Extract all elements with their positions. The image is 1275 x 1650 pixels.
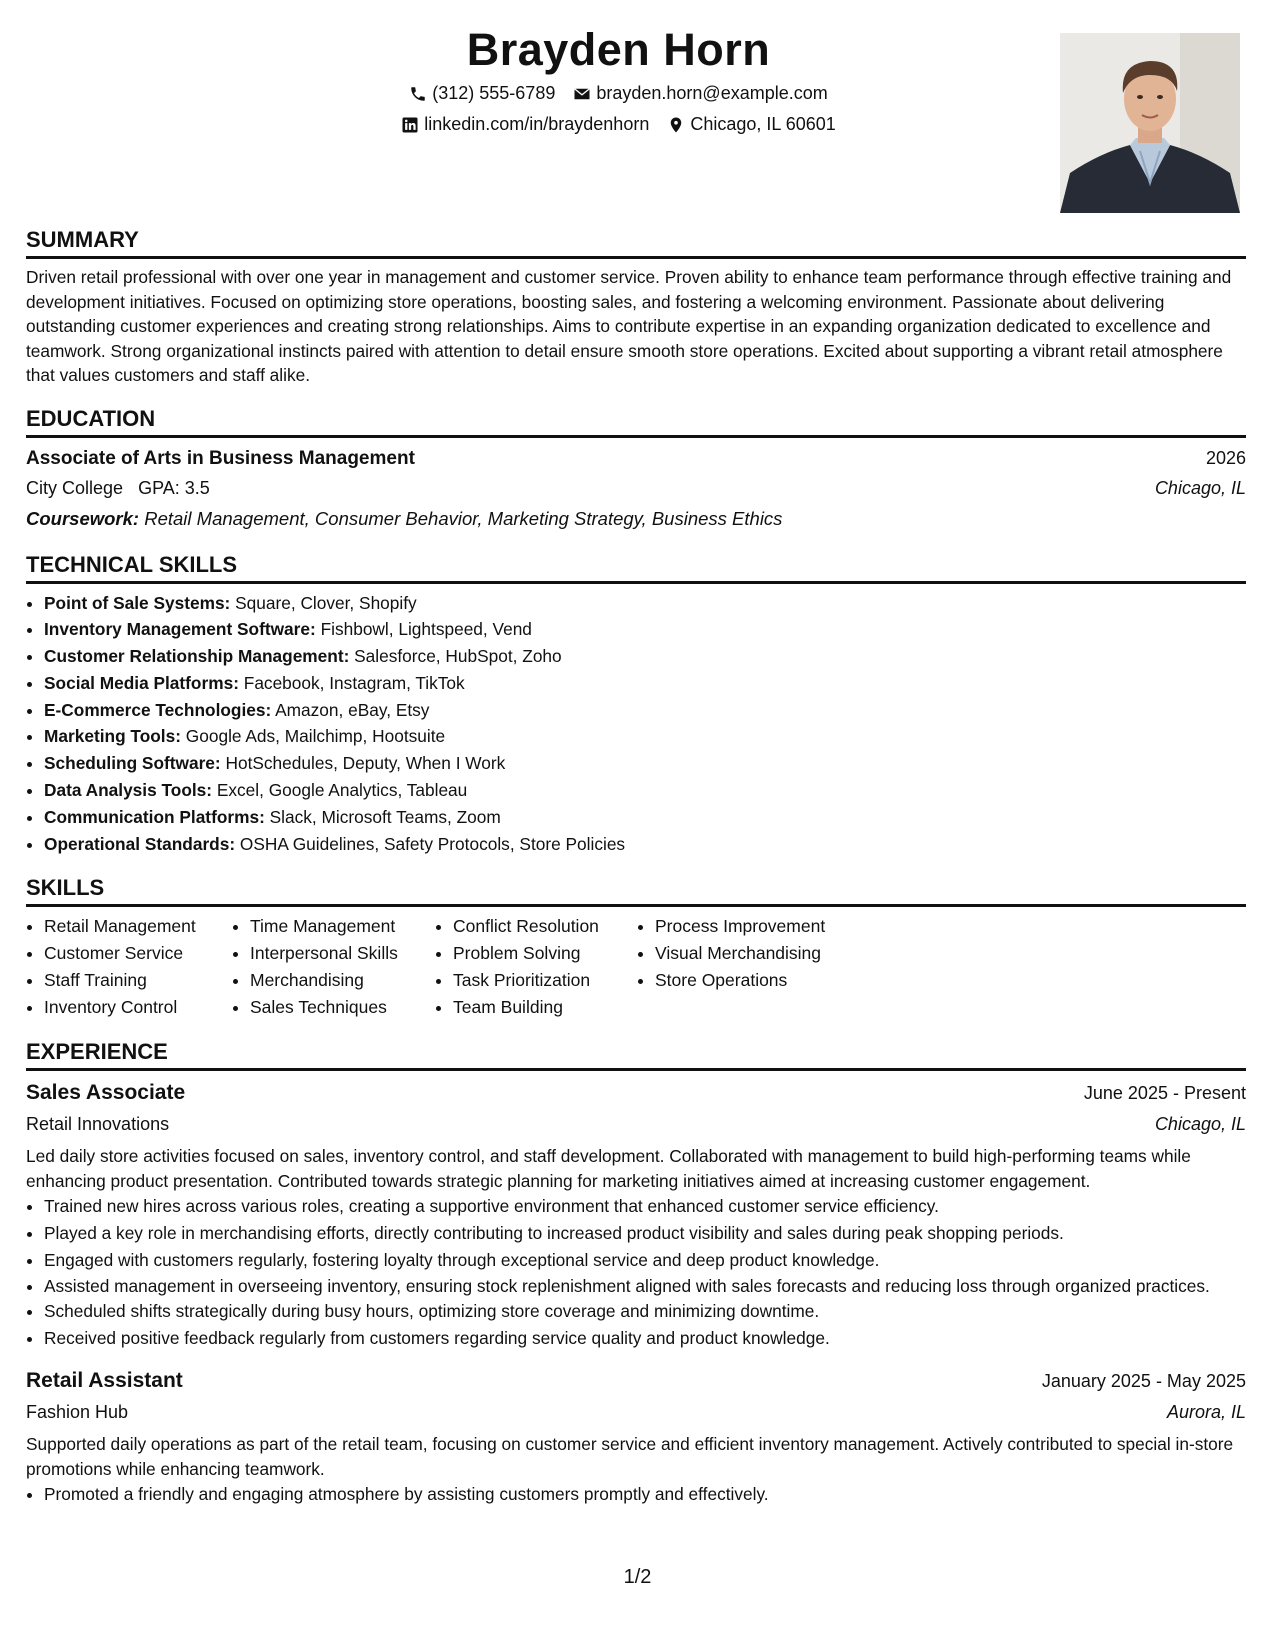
list-item: • Team Building [453, 994, 637, 1021]
skill-label: Scheduling Software: [44, 753, 221, 774]
skills-column-1 [26, 913, 232, 1021]
skills-column-2 [232, 913, 435, 1021]
job-entry [26, 1077, 1246, 1351]
page-number: 1/2 [623, 1566, 652, 1588]
technical-skills-list [26, 590, 1246, 858]
skills-section [26, 874, 1246, 1021]
education-section [26, 405, 1246, 534]
job-location: Aurora, IL [1166, 1402, 1246, 1423]
skill-label: Operational Standards: [44, 833, 236, 854]
summary-section [26, 226, 1246, 388]
phone-text: (312) 555-6789 [432, 83, 556, 103]
job-subheader [26, 1397, 1246, 1428]
list-item: • Staff Training [44, 967, 232, 994]
coursework-list: Retail Management, Consumer Behavior, Marketing Strategy, Business Ethics [144, 507, 783, 529]
job-title: Sales Associate [26, 1081, 186, 1105]
list-item [44, 831, 1246, 858]
resume-content [26, 226, 1246, 1525]
job-header [26, 1365, 1246, 1397]
skill-value: Google Ads, Mailchimp, Hootsuite [185, 726, 446, 747]
skill-value: HotSchedules, Deputy, When I Work [225, 753, 506, 774]
school-info [26, 473, 210, 504]
list-item: • Merchandising [250, 967, 435, 994]
degree-name: Associate of Arts in Business Management [26, 447, 415, 469]
skill-value: Slack, Microsoft Teams, Zoom [269, 806, 501, 827]
company-name: Retail Innovations [26, 1114, 170, 1135]
list-item: • Promoted a friendly and engaging atmosphere by assisting customers promptly and effectively. [44, 1481, 1246, 1508]
list-item: • Interpersonal Skills [250, 940, 435, 967]
coursework [26, 504, 1246, 534]
skill-value: Fishbowl, Lightspeed, Vend [320, 619, 532, 640]
list-item: • Visual Merchandising [655, 940, 875, 967]
job-dates: January 2025 - May 2025 [1041, 1371, 1246, 1392]
map-pin-icon [667, 116, 685, 134]
list-item: • Time Management [250, 913, 435, 940]
education-row-2 [26, 473, 1246, 504]
email-text[interactable]: brayden.horn@example.com [596, 83, 828, 103]
experience-heading: EXPERIENCE [26, 1038, 1246, 1071]
list-item: • Process Improvement [655, 913, 875, 940]
skills-column-4 [637, 913, 875, 1021]
skill-value: Square, Clover, Shopify [235, 592, 417, 613]
graduation-year: 2026 [1205, 447, 1246, 468]
job-title: Retail Assistant [26, 1369, 183, 1393]
education-row-1 [26, 444, 1246, 473]
list-item [44, 697, 1246, 724]
email-contact[interactable] [573, 78, 827, 109]
candidate-name: Brayden Horn [466, 24, 771, 75]
list-item: • Store Operations [655, 967, 875, 994]
skill-label: Marketing Tools: [44, 726, 181, 747]
list-item: • Customer Service [44, 940, 232, 967]
linkedin-icon [401, 116, 419, 134]
list-item: • Received positive feedback regularly from customers regarding service quality and product knowledge. [44, 1325, 1246, 1352]
list-item: • Conflict Resolution [453, 913, 637, 940]
location-text: Chicago, IL 60601 [690, 114, 836, 134]
list-item [44, 670, 1246, 697]
list-item: • Played a key role in merchandising efforts, directly contributing to increased product visibility and sales during peak shopping periods. [44, 1220, 1246, 1247]
list-item [44, 750, 1246, 777]
school-name: City College [26, 477, 124, 498]
experience-section [26, 1038, 1246, 1508]
skills-grid [26, 913, 1246, 1021]
skill-label: Social Media Platforms: [44, 672, 239, 693]
skill-value: OSHA Guidelines, Safety Protocols, Store Policies [239, 833, 626, 854]
skill-label: Point of Sale Systems: [44, 592, 231, 613]
linkedin-contact[interactable] [401, 109, 649, 140]
list-item: • Engaged with customers regularly, fostering loyalty through exceptional service and deep product knowledge. [44, 1247, 1246, 1274]
technical-skills-section [26, 551, 1246, 858]
list-item [44, 804, 1246, 831]
skills-column-3 [435, 913, 637, 1021]
summary-heading: SUMMARY [26, 226, 1246, 259]
phone-contact [409, 78, 555, 109]
list-item: • Retail Management [44, 913, 232, 940]
job-description: Led daily store activities focused on sales, inventory control, and staff development. Collaborated with management to build high-performing teams while enhancing product presentation. Contributed towards strategic planning for marketing initiatives aimed at increasing customer engagement. [26, 1146, 1191, 1191]
list-item [44, 643, 1246, 670]
location-contact [667, 109, 835, 140]
list-item [44, 777, 1246, 804]
list-item: • Scheduled shifts strategically during busy hours, optimizing store coverage and minimizing downtime. [44, 1298, 1246, 1325]
list-item: • Sales Techniques [250, 994, 435, 1021]
school-location: Chicago, IL [1154, 477, 1246, 498]
job-dates: June 2025 - Present [1083, 1083, 1246, 1104]
job-location: Chicago, IL [1154, 1114, 1246, 1135]
skill-value: Excel, Google Analytics, Tableau [216, 780, 468, 801]
list-item: • Assisted management in overseeing inventory, ensuring stock replenishment aligned with sales forecasts and reducing loss through organized practices. [44, 1274, 1246, 1298]
phone-icon [409, 85, 427, 103]
skills-heading: SKILLS [26, 874, 1246, 907]
list-item [44, 616, 1246, 643]
list-item: • Task Prioritization [453, 967, 637, 994]
skill-value: Facebook, Instagram, TikTok [243, 672, 465, 693]
gpa: GPA: 3.5 [138, 477, 210, 498]
list-item [44, 723, 1246, 750]
skill-value: Amazon, eBay, Etsy [275, 699, 430, 720]
job-bullets [26, 1481, 1246, 1508]
skill-value: Salesforce, HubSpot, Zoho [354, 646, 562, 667]
job-bullets [26, 1193, 1246, 1351]
list-item: • Problem Solving [453, 940, 637, 967]
technical-skills-heading: TECHNICAL SKILLS [26, 551, 1246, 584]
skill-label: E-Commerce Technologies: [44, 699, 272, 720]
job-subheader [26, 1109, 1246, 1140]
list-item: • Inventory Control [44, 994, 232, 1021]
envelope-icon [573, 85, 591, 103]
skill-label: Data Analysis Tools: [44, 780, 213, 801]
list-item: • Trained new hires across various roles, creating a supportive environment that enhanced customer service efficiency. [44, 1193, 1246, 1220]
skill-label: Customer Relationship Management: [44, 646, 350, 667]
skill-label: Communication Platforms: [44, 806, 265, 827]
profile-photo [1060, 33, 1240, 213]
linkedin-text[interactable]: linkedin.com/in/braydenhorn [424, 114, 650, 134]
summary-text: Driven retail professional with over one year in management and customer service. Proven ability to enhance team performance through effective training and development initiatives. Focused on optimizing store operations, boosting sales, and fostering a welcoming environment. Passionate about delivering outstanding customer experiences and creating strong relationships. Aims to contribute expertise in an expanding organization dedicated to excellence and teamwork. Strong organizational instincts paired with attention to detail ensure smooth store operations. Excited about supporting a vibrant retail atmosphere that values customers and staff alike. [26, 267, 1232, 385]
job-description: Supported daily operations as part of the retail team, focusing on customer service and efficient inventory management. Actively contributed to special in-store promotions while enhancing teamwork. [26, 1434, 1234, 1479]
skill-label: Inventory Management Software: [44, 619, 316, 640]
company-name: Fashion Hub [26, 1402, 129, 1423]
list-item [44, 590, 1246, 617]
coursework-label: Coursework: [26, 507, 140, 529]
education-heading: EDUCATION [26, 405, 1246, 438]
job-header [26, 1077, 1246, 1109]
job-entry [26, 1365, 1246, 1508]
